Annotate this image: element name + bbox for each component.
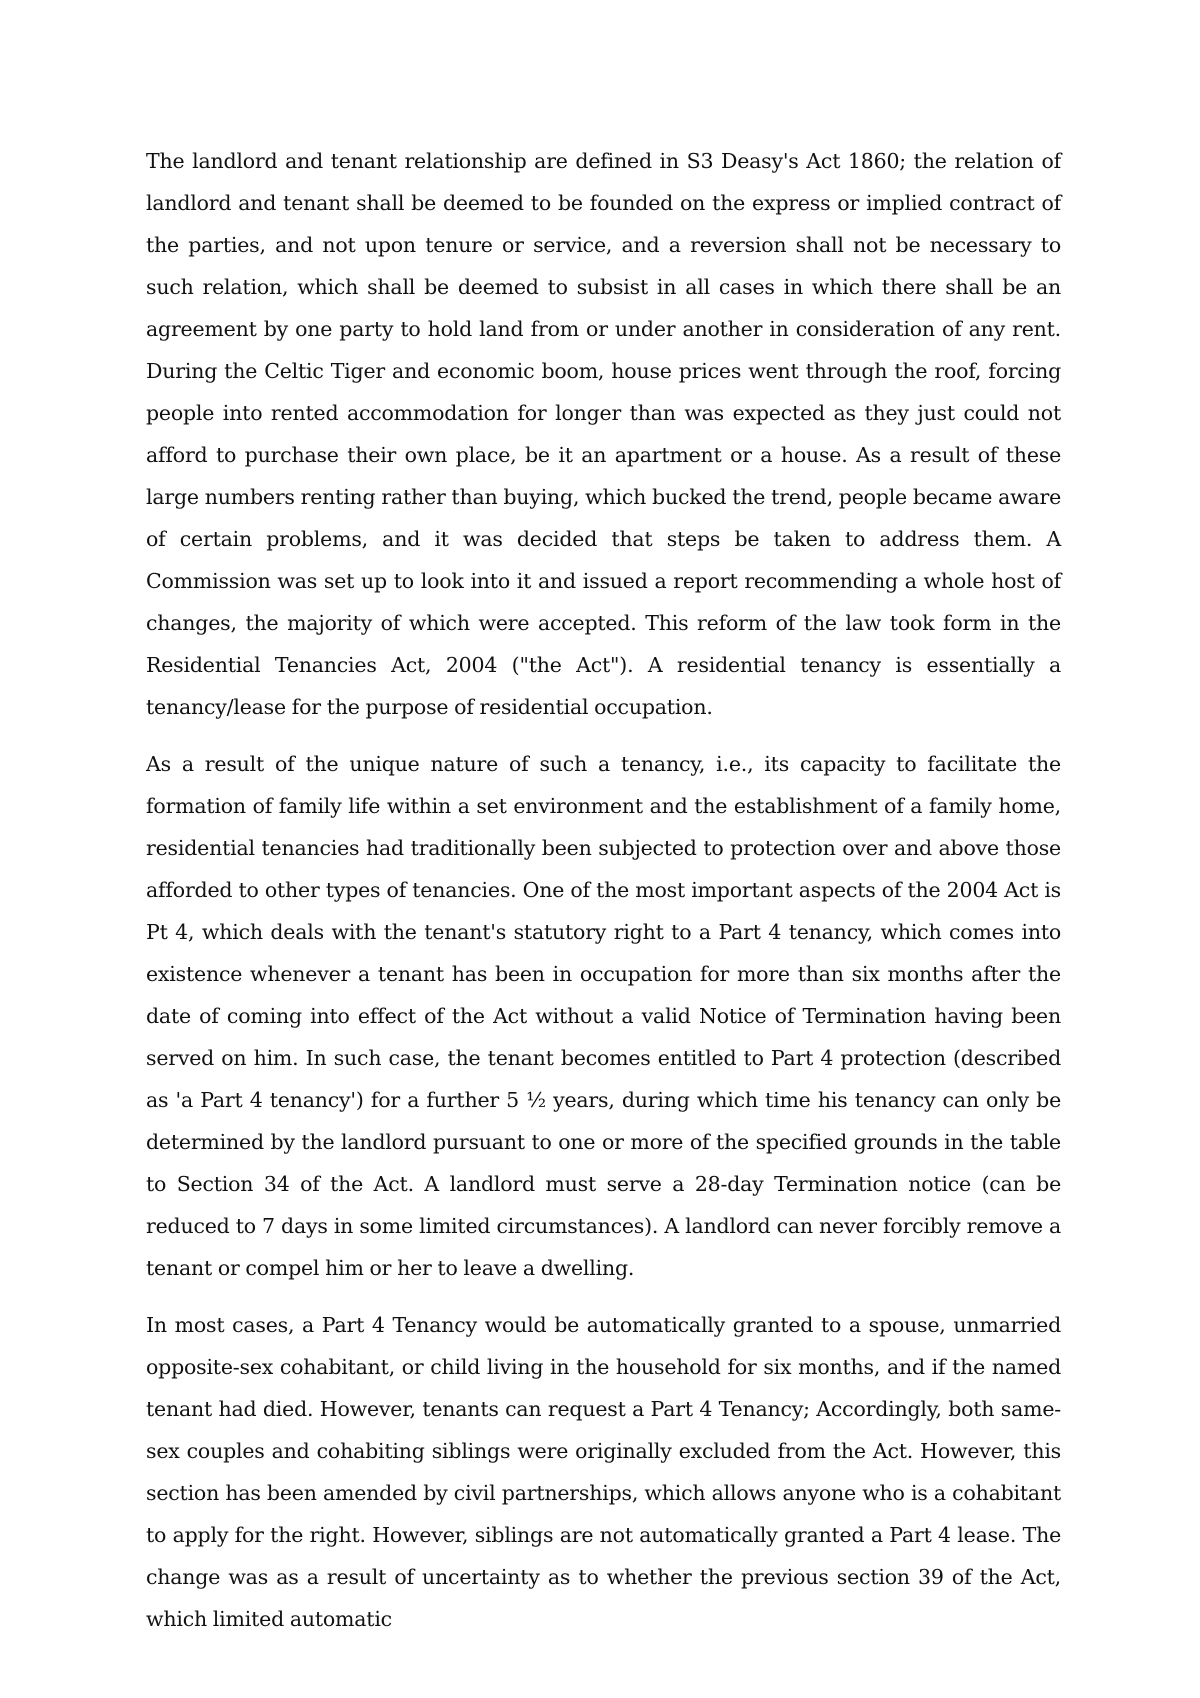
paragraph-deasys-act: The landlord and tenant relationship are defined in S3 Deasy's Act 1860; the relation of landlord and tenant shall be deemed to be founded on the express or implied contract of the parties, and not upon tenure or service, and a reversion shall not be necessary to such relation, which shall be deemed to subsist in all cases in which there shall be an agreement by one party to hold land from or under another in consideration of any rent. During the Celtic Tiger and economic boom, house prices went through the roof, forcing people into rented accommodation for longer than was expected as they just could not afford to purchase their own place, be it an apartment or a house. As a result of these large numbers renting rather than buying, which bucked the trend, people became aware of certain problems, and it was decided that steps be taken to address them. A Commission was set up to look into it and issued a report recommending a whole host of changes, the majority of which were accepted. This reform of the law took form in the Residential Tenancies Act, 2004 ("the Act"). A residential tenancy is essentially a tenancy/lease for the purpose of residential occupation. (146, 149, 1061, 719)
paragraph-automatic-grant: In most cases, a Part 4 Tenancy would be automatically granted to a spouse, unmarried opposite-sex cohabitant, or child living in the household for six months, and if the named tenant had died. However, tenants can request a Part 4 Tenancy; Accordingly, both same-sex couples and cohabiting siblings were originally excluded from the Act. However, this section has been amended by civil partnerships, which allows anyone who is a cohabitant to apply for the right. However, siblings are not automatically granted a Part 4 lease. The change was as a result of uncertainty as to whether the previous section 39 of the Act, which limited automatic (146, 1313, 1061, 1631)
document-body (146, 140, 1061, 1640)
paragraph-part-4-tenancy: As a result of the unique nature of such a tenancy, i.e., its capacity to facilitate the formation of family life within a set environment and the establishment of a family home, residential tenancies had traditionally been subjected to protection over and above those afforded to other types of tenancies. One of the most important aspects of the 2004 Act is Pt 4, which deals with the tenant's statutory right to a Part 4 tenancy, which comes into existence whenever a tenant has been in occupation for more than six months after the date of coming into effect of the Act without a valid Notice of Termination having been served on him. In such case, the tenant becomes entitled to Part 4 protection (described as 'a Part 4 tenancy') for a further 5 ½ years, during which time his tenancy can only be determined by the landlord pursuant to one or more of the specified grounds in the table to Section 34 of the Act. A landlord must serve a 28-day Termination notice (can be reduced to 7 days in some limited circumstances). A landlord can never forcibly remove a tenant or compel him or her to leave a dwelling. (146, 752, 1061, 1280)
